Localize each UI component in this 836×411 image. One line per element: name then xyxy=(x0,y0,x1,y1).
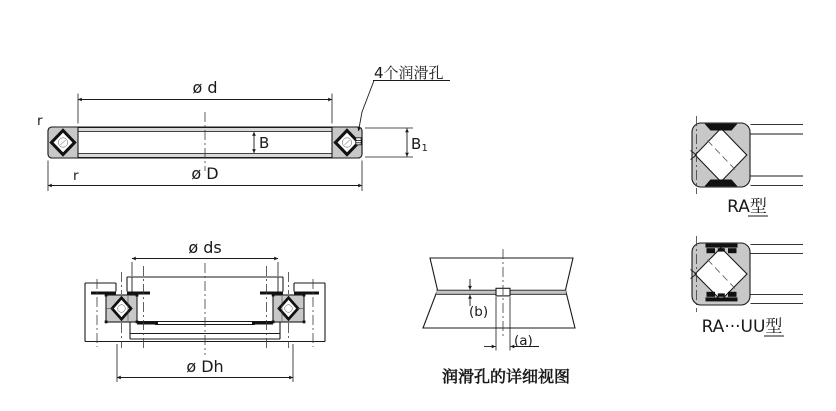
dim-B1-subscript: 1 xyxy=(421,143,428,154)
lube-hole-detail-view xyxy=(423,249,575,386)
dim-d-label: ø d xyxy=(192,78,218,97)
lube-hole-mark xyxy=(356,138,361,145)
type-icon-ra-uu xyxy=(691,236,804,337)
fillet-label-r-bottom: r xyxy=(73,168,79,184)
bearing-section-right xyxy=(272,294,306,324)
lube-note-label: 4个润滑孔 xyxy=(374,64,444,82)
bearing-section-left xyxy=(105,294,139,324)
upper-bearing-section xyxy=(37,64,450,191)
detail-view-caption: 润滑孔的详细视图 xyxy=(441,367,571,386)
dimension-B1 xyxy=(365,128,428,157)
dim-ds-label: ø ds xyxy=(188,238,222,257)
dim-B-label: B xyxy=(259,134,270,152)
fillet-label-r-top: r xyxy=(37,113,43,129)
dim-D-label: ø D xyxy=(191,164,219,183)
dim-Dh-label: ø Dh xyxy=(186,357,224,376)
lube-holes-annotation xyxy=(359,64,451,131)
lower-mounting-section xyxy=(85,238,325,382)
dim-a-label: (a) xyxy=(514,333,533,349)
dim-b-label: (b) xyxy=(469,304,489,320)
dimension-D xyxy=(48,161,362,192)
dim-B1-label: B xyxy=(411,135,422,153)
type-icon-ra xyxy=(691,116,804,217)
ra-type-label: RA型 xyxy=(727,197,767,217)
ra-uu-type-label: RA···UU型 xyxy=(701,317,783,337)
